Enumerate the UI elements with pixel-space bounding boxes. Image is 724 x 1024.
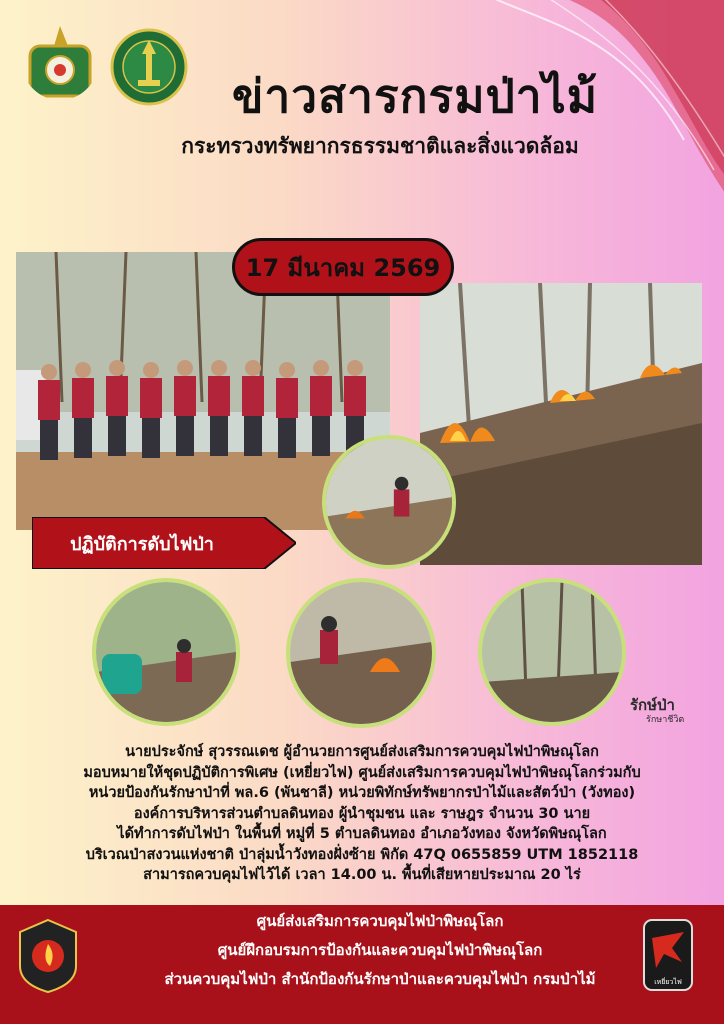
fire-control-center-logo [18, 918, 78, 994]
date-badge: 17 มีนาคม 2569 [232, 238, 454, 296]
body-line: องค์การบริหารส่วนตำบลดินทอง ผู้นำชุมชน และ ราษฎร จำนวน 30 นาย [133, 805, 591, 822]
page-title: ข่าวสารกรมป่าไม้ [231, 69, 599, 123]
ministry-seal-logo [22, 24, 98, 100]
section-banner-label: ปฏิบัติการดับไฟป่า [70, 533, 214, 555]
fire-hawk-logo [642, 918, 694, 992]
body-line: ได้ทำการดับไฟป่า ในพื้นที่ หมู่ที่ 5 ตำบลดินทอง อำเภอวังทอง จังหวัดพิษณุโลก [117, 826, 607, 842]
campaign-logo-main: รักษ์ป่า [630, 696, 675, 714]
burned-forest-circle-photo [478, 578, 626, 726]
body-line: มอบหมายให้ชุดปฏิบัติการพิเศษ (เหยี่ยวไฟ) ศูนย์ส่งเสริมการควบคุมไฟป่าพิษณุโลกร่วมกับ [83, 764, 641, 781]
page-subtitle: กระทรวงทรัพยากรธรรมชาติและสิ่งแวดล้อม [181, 134, 579, 158]
forest-department-logo [110, 28, 188, 106]
campaign-logo-sub: รักษาชีวิต [646, 715, 685, 724]
forest-fire-photo [420, 283, 702, 565]
firefighter-circle-photo-1 [322, 435, 456, 569]
footer-text [100, 907, 660, 994]
footer-line: ศูนย์ส่งเสริมการควบคุมไฟป่าพิษณุโลก [256, 912, 504, 930]
news-body [20, 742, 704, 886]
body-line: บริเวณป่าสงวนแห่งชาติ ป่าลุ่มน้ำวังทองฝั่งซ้าย พิกัด 47Q 0655859 UTM 1852118 [85, 846, 639, 863]
body-line: สามารถควบคุมไฟไว้ได้ เวลา 14.00 น. พื้นที่เสียหายประมาณ 20 ไร่ [143, 867, 581, 883]
body-line: นายประจักษ์ สุวรรณเดช ผู้อำนวยการศูนย์ส่งเสริมการควบคุมไฟป่าพิษณุโลก [125, 744, 599, 760]
fire-hawk-logo-text: เหยี่ยวไฟ [654, 978, 682, 986]
firefighter-circle-photo-3 [286, 578, 436, 728]
footer-line: ส่วนควบคุมไฟป่า สำนักป้องกันรักษาป่าและควบคุมไฟป่า กรมป่าไม้ [164, 970, 596, 988]
footer-line: ศูนย์ฝึกอบรมการป้องกันและควบคุมไฟป่าพิษณุโลก [217, 941, 543, 959]
firefighter-circle-photo-2 [92, 578, 240, 726]
campaign-logo [630, 688, 714, 724]
body-line: หน่วยป้องกันรักษาป่าที่ พล.6 (พันชาลี) หน่วยพิทักษ์ทรัพยากรป่าไม้และสัตว์ป่า (วังทอง) [88, 785, 636, 801]
